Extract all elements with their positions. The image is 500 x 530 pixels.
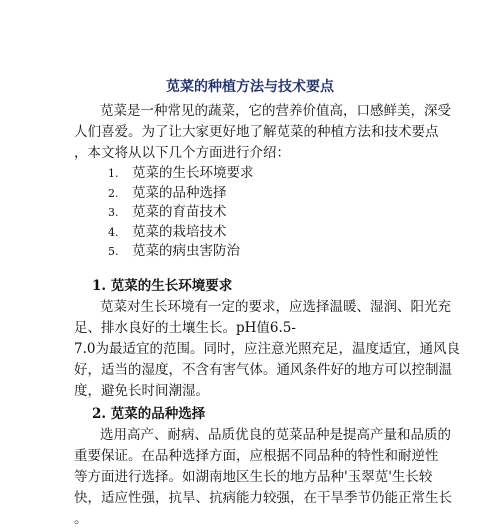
outline-label: 苋菜的育苗技术: [132, 204, 227, 221]
section-2-paragraph: [74, 425, 452, 530]
outline-number: 5.: [108, 245, 119, 259]
section-2-line: 等方面进行选择。如湖南地区生长的地方品种'玉翠苋'生长较: [74, 469, 433, 485]
section-2-line: 选用高产、耐病、品质优良的苋菜品种是提高产量和品质的: [100, 427, 451, 443]
intro-line: 苋菜是一种常见的蔬菜，它的营养价值高，口感鲜美，深受: [100, 103, 451, 119]
section-2-line: 重要保证。在品种选择方面，应根据不同品种的特性和耐逆性: [74, 448, 439, 464]
section-1-line: 7.0为最适宜的范围。同时，应注意光照充足，温度适宜，通风良: [74, 341, 460, 357]
intro-line: 人们喜爱。为了让大家更好地了解苋菜的种植方法和技术要点: [74, 124, 439, 140]
section-1-line: 苋菜对生长环境有一定的要求，应选择温暖、湿润、阳光充: [100, 299, 451, 315]
outline-list: [108, 164, 254, 262]
section-2-line: 快，适应性强，抗旱、抗病能力较强，在干旱季节仍能正常生长: [74, 490, 452, 506]
outline-number: 1.: [108, 167, 119, 180]
outline-label: 苋菜的品种选择: [132, 184, 227, 201]
intro-line: ，本文将从以下几个方面进行介绍：: [74, 145, 290, 161]
outline-label: 苋菜的栽培技术: [132, 223, 227, 240]
outline-label: 苋菜的生长环境要求: [132, 165, 254, 181]
section-1-line: 足、排水良好的土壤生长。pH值6.5-: [74, 320, 296, 336]
section-2-line: 。: [74, 511, 88, 527]
section-heading-2: 2. 苋菜的品种选择: [92, 406, 206, 422]
outline-item: [108, 203, 254, 223]
outline-item: [108, 223, 254, 243]
outline-number: 2.: [108, 186, 119, 200]
intro-paragraph: [74, 101, 451, 164]
outline-item: [108, 184, 254, 204]
outline-number: 4.: [108, 225, 119, 239]
outline-item: [108, 164, 254, 184]
outline-item: [108, 242, 254, 262]
section-1-paragraph: [74, 297, 460, 402]
outline-label: 苋菜的病虫害防治: [132, 243, 240, 260]
outline-number: 3.: [108, 206, 119, 220]
section-1-line: 好，适当的湿度，不含有害气体。通风条件好的地方可以控制温: [74, 362, 452, 378]
section-heading-1: 1. 苋菜的生长环境要求: [92, 278, 233, 294]
section-1-line: 度，避免长时间潮湿。: [74, 383, 209, 399]
document-title: 苋菜的种植方法与技术要点: [166, 79, 334, 95]
